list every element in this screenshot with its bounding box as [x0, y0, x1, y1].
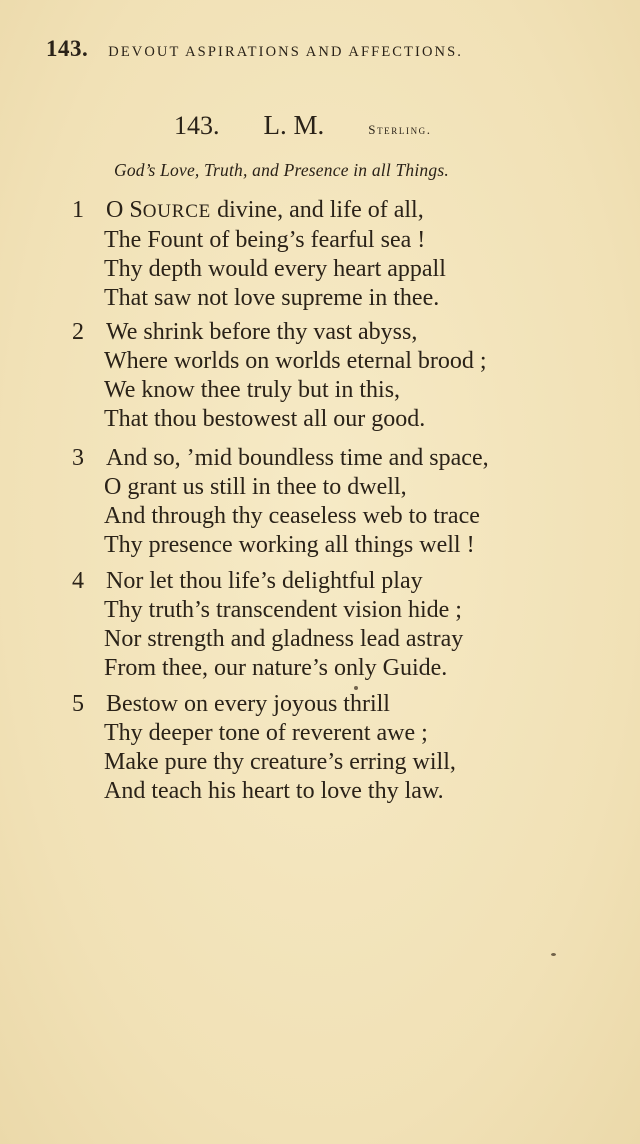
verse-line: Bestow on every joyous thrill	[106, 691, 390, 717]
small-caps-rest: OURCE	[142, 201, 212, 222]
verse-line: Make pure thy creature’s erring will,	[104, 749, 456, 775]
stanza-number: 4	[72, 568, 84, 594]
verse-line: That saw not love supreme in thee.	[104, 285, 440, 311]
verse-line	[72, 196, 572, 226]
verse-line: We know thee truly but in this,	[104, 377, 401, 403]
verse-line: Where worlds on worlds eternal brood ;	[104, 348, 487, 374]
verse-line: And teach his heart to love thy law.	[104, 778, 444, 804]
hymn-meter: L. M.	[263, 110, 325, 140]
stanza-number: 2	[72, 319, 84, 345]
verse-line: Thy presence working all things well !	[104, 532, 475, 558]
stanza-4	[72, 567, 572, 683]
page-number: 143.	[46, 36, 89, 61]
stanza-1	[72, 196, 572, 313]
stanza-2	[72, 318, 572, 434]
running-head	[46, 36, 546, 62]
running-title: DEVOUT ASPIRATIONS AND AFFECTIONS.	[108, 44, 463, 60]
verse-line: Thy truth’s transcendent vision hide ;	[104, 597, 462, 623]
verse-line: That thou bestowest all our good.	[104, 406, 426, 432]
verse-line: The Fount of being’s fearful sea !	[104, 227, 426, 253]
stanza-number: 1	[72, 197, 84, 223]
verse-line: And through thy ceaseless web to trace	[104, 503, 480, 529]
verse-line: From thee, our nature’s only Guide.	[104, 655, 448, 681]
stanza-3	[72, 444, 572, 560]
small-caps-initial: O S	[106, 197, 143, 223]
ink-speck	[551, 953, 556, 956]
verse-line: Nor strength and gladness lead astray	[104, 626, 464, 652]
verse-line: Nor let thou life’s delightful play	[106, 568, 423, 594]
hymn-subtitle: God’s Love, Truth, and Presence in all Things.	[114, 160, 449, 180]
ink-speck	[354, 686, 358, 690]
verse-line: Thy depth would every heart appall	[104, 256, 446, 282]
hymn-heading	[174, 110, 432, 141]
stanza-5	[72, 690, 572, 806]
stanza-number: 3	[72, 445, 84, 471]
verse-line: We shrink before thy vast abyss,	[106, 319, 418, 345]
first-line-rest: divine, and life of all,	[211, 197, 424, 223]
hymn-tune-name: Sterling.	[368, 122, 432, 137]
verse-line: O grant us still in thee to dwell,	[104, 474, 407, 500]
hymn-number: 143.	[174, 111, 220, 140]
verse-line: And so, ’mid boundless time and space,	[106, 445, 489, 471]
stanza-number: 5	[72, 691, 84, 717]
verse-line: Thy deeper tone of reverent awe ;	[104, 720, 428, 746]
